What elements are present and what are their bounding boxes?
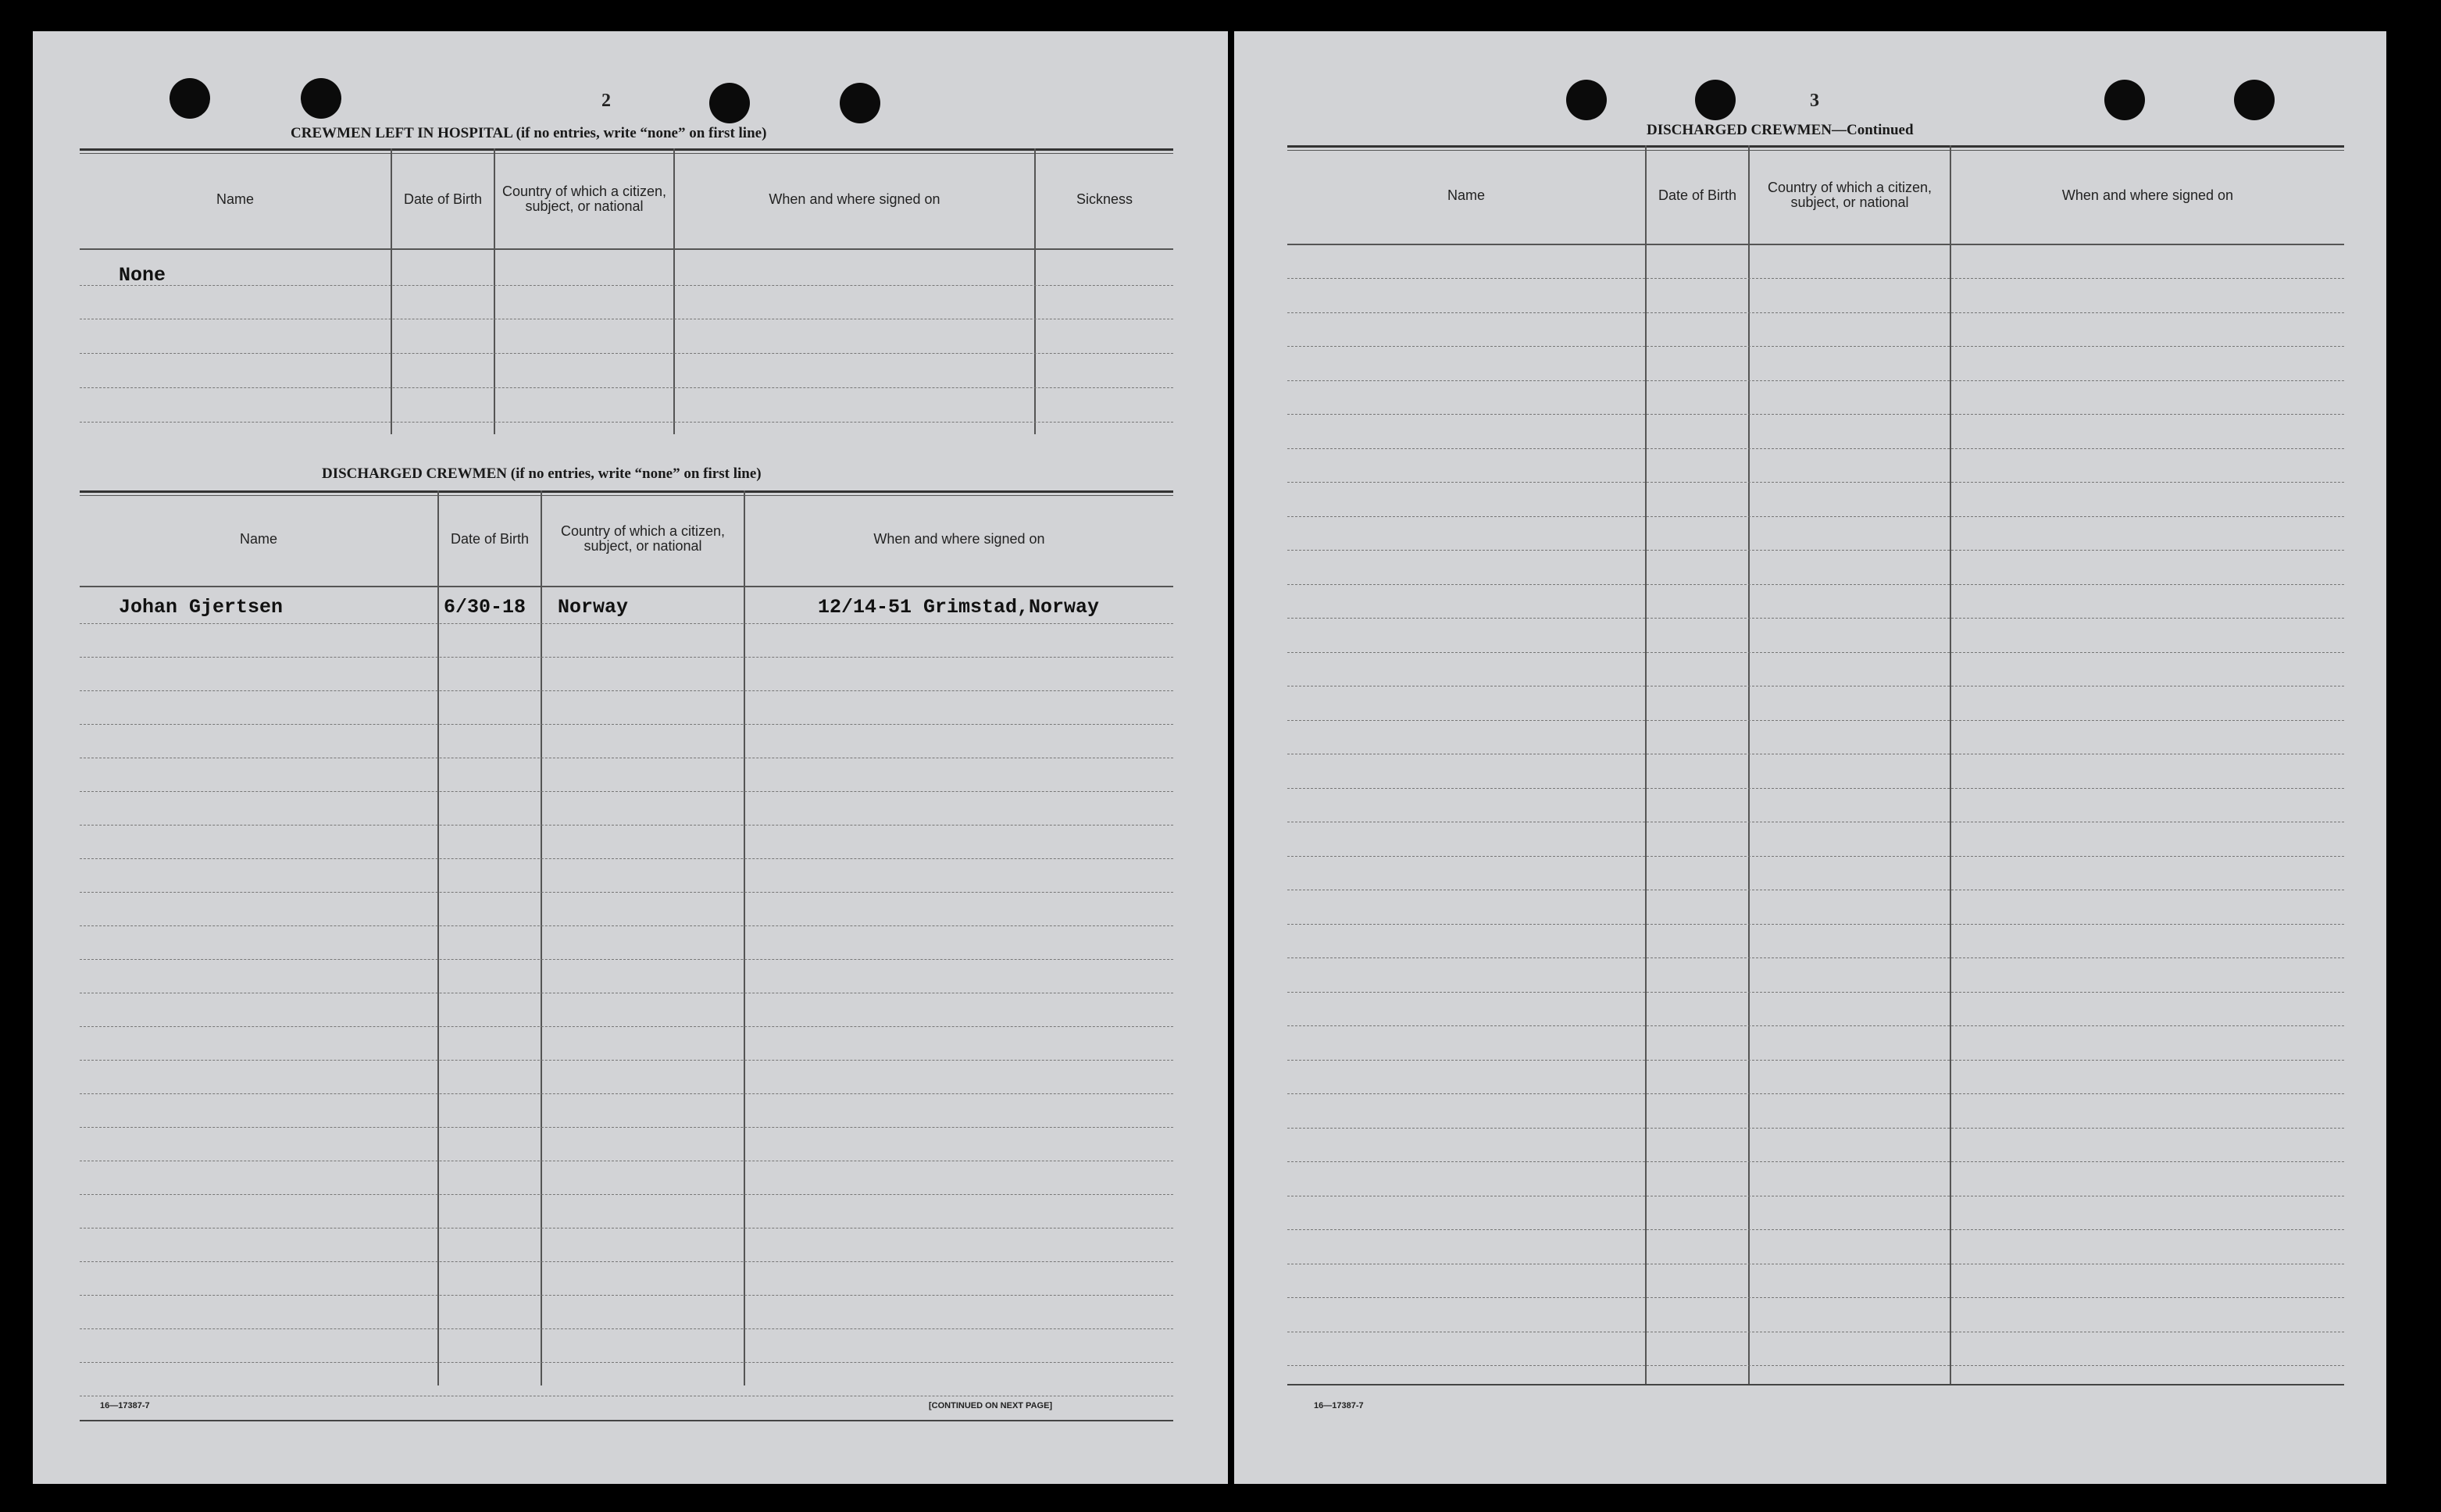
table-row bbox=[1287, 957, 2344, 958]
table-row bbox=[80, 353, 1173, 354]
punch-hole bbox=[2234, 80, 2275, 120]
form-number: 16—17387-7 bbox=[1314, 1401, 1364, 1410]
table-row bbox=[80, 690, 1173, 691]
table-row bbox=[1287, 1161, 2344, 1162]
table-row bbox=[80, 791, 1173, 792]
table-row bbox=[80, 1060, 1173, 1061]
table-row bbox=[1287, 1365, 2344, 1366]
punch-hole bbox=[170, 78, 210, 119]
punch-hole bbox=[840, 83, 880, 123]
table-row bbox=[1287, 618, 2344, 619]
header-name: Name bbox=[239, 530, 277, 547]
table-row bbox=[1287, 584, 2344, 585]
right-page bbox=[1234, 31, 2386, 1484]
table-row bbox=[80, 1328, 1173, 1329]
table-row bbox=[1287, 380, 2344, 381]
table-row bbox=[80, 825, 1173, 826]
discharged-table bbox=[80, 490, 1173, 1389]
table-row bbox=[1287, 516, 2344, 517]
table-row bbox=[1287, 448, 2344, 449]
table-row bbox=[1287, 924, 2344, 925]
page-number: 2 bbox=[601, 91, 611, 111]
table-row bbox=[1287, 414, 2344, 415]
discharged-continued-title: DISCHARGED CREWMEN—Continued bbox=[1647, 122, 1914, 138]
table-row bbox=[80, 1026, 1173, 1027]
table-row bbox=[1287, 992, 2344, 993]
table-row bbox=[80, 422, 1173, 423]
table-row bbox=[80, 1295, 1173, 1296]
hospital-section-title: CREWMEN LEFT IN HOSPITAL (if no entries, write “none” on first line) bbox=[291, 125, 767, 141]
table-row bbox=[80, 1093, 1173, 1094]
table-row bbox=[1287, 1229, 2344, 1230]
table-row bbox=[80, 1261, 1173, 1262]
entry-name: Johan Gjertsen bbox=[119, 596, 284, 619]
punch-hole bbox=[301, 78, 341, 119]
hospital-entry-name: None bbox=[119, 264, 166, 287]
header-date-of-birth: Date of Birth bbox=[450, 530, 530, 547]
table-row bbox=[80, 724, 1173, 725]
punch-hole bbox=[1695, 80, 1736, 120]
table-row bbox=[80, 1362, 1173, 1363]
header-sickness: Sickness bbox=[1076, 191, 1133, 207]
table-row bbox=[1287, 856, 2344, 857]
table-row bbox=[80, 1194, 1173, 1195]
header-date-of-birth: Date of Birth bbox=[1658, 187, 1737, 203]
header-signed-on: When and where signed on bbox=[769, 191, 940, 207]
page-number: 3 bbox=[1810, 91, 1819, 111]
table-row bbox=[1287, 312, 2344, 313]
table-row bbox=[80, 925, 1173, 926]
table-row bbox=[1287, 346, 2344, 347]
table-row bbox=[80, 657, 1173, 658]
table-row bbox=[1287, 1025, 2344, 1026]
left-page bbox=[33, 31, 1228, 1484]
table-row bbox=[1287, 652, 2344, 653]
discharged-continued-table bbox=[1287, 145, 2344, 1426]
entry-country: Norway bbox=[558, 596, 629, 619]
table-row bbox=[80, 959, 1173, 960]
entry-dob: 6/30-18 bbox=[444, 596, 526, 619]
table-row bbox=[80, 1127, 1173, 1128]
punch-hole bbox=[709, 83, 750, 123]
punch-hole bbox=[2104, 80, 2145, 120]
table-row bbox=[1287, 788, 2344, 789]
form-number: 16—17387-7 bbox=[100, 1401, 150, 1410]
table-row bbox=[80, 892, 1173, 893]
header-name: Name bbox=[1447, 187, 1485, 203]
header-signed-on: When and where signed on bbox=[873, 530, 1045, 547]
table-row bbox=[80, 623, 1173, 624]
header-signed-on: When and where signed on bbox=[2061, 187, 2234, 203]
table-row bbox=[1287, 550, 2344, 551]
table-row bbox=[1287, 1297, 2344, 1298]
table-row bbox=[1287, 1060, 2344, 1061]
continued-note: [CONTINUED ON NEXT PAGE] bbox=[929, 1401, 1053, 1410]
header-name: Name bbox=[216, 191, 254, 207]
hospital-table bbox=[80, 148, 1173, 437]
table-row bbox=[1287, 1128, 2344, 1129]
table-row bbox=[1287, 482, 2344, 483]
discharged-section-title: DISCHARGED CREWMEN (if no entries, write “none” on first line) bbox=[322, 465, 762, 482]
table-row bbox=[1287, 720, 2344, 721]
punch-hole bbox=[1566, 80, 1607, 120]
header-date-of-birth: Date of Birth bbox=[403, 191, 483, 207]
header-country: Country of which a citizen, subject, or national bbox=[1767, 180, 1932, 210]
header-country: Country of which a citizen, subject, or national bbox=[560, 523, 726, 554]
table-row bbox=[80, 285, 1173, 286]
table-row bbox=[1287, 1093, 2344, 1094]
table-row bbox=[80, 858, 1173, 859]
table-row bbox=[1287, 278, 2344, 279]
entry-signed-on: 12/14-51 Grimstad,Norway bbox=[818, 596, 1100, 619]
header-country: Country of which a citizen, subject, or national bbox=[501, 184, 667, 214]
table-row bbox=[80, 387, 1173, 388]
